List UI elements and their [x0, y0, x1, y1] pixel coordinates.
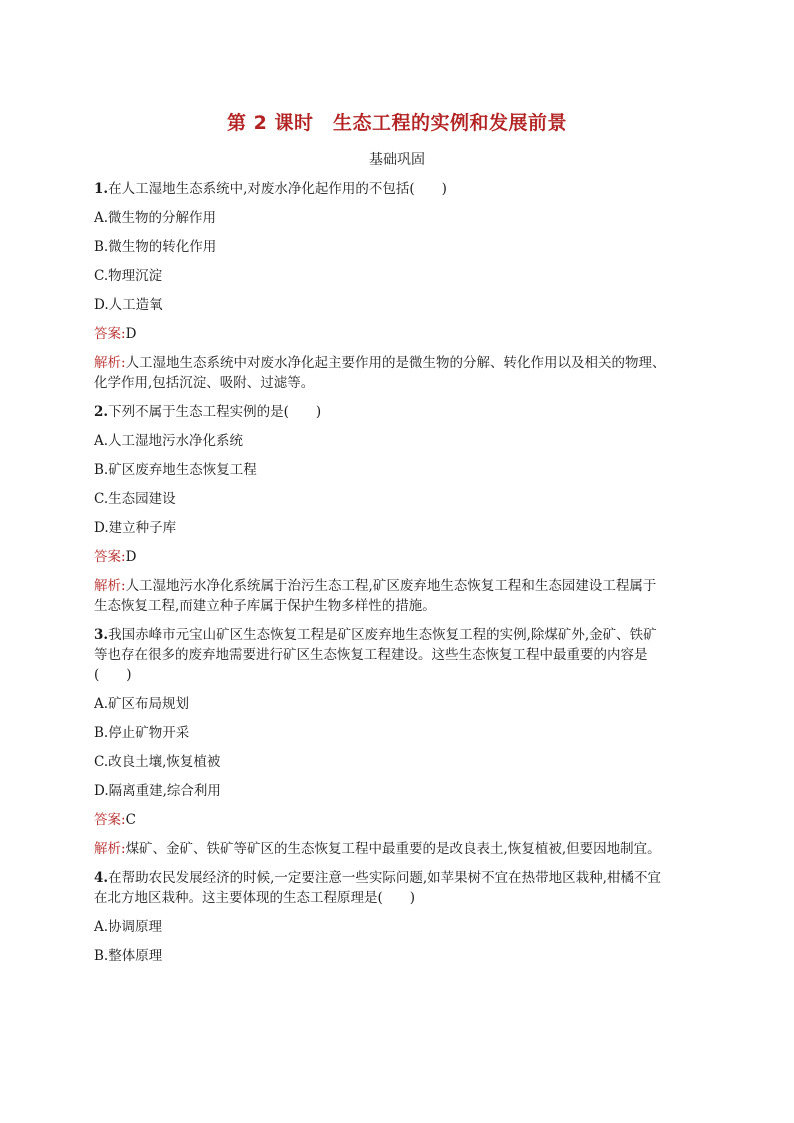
question-blank: ( ) [94, 667, 132, 683]
section-heading: 基础巩固 [369, 152, 425, 168]
option-c: C.改良土壤,恢复植被 [94, 754, 221, 770]
option-b: B.整体原理 [94, 948, 163, 964]
question-number: 1. [94, 181, 109, 197]
option-a: A.矿区布局规划 [94, 696, 190, 712]
question-1-stem [94, 179, 694, 208]
question-text: 在人工湿地生态系统中,对废水净化起作用的不包括( ) [108, 181, 447, 197]
option-c: C.物理沉淀 [94, 268, 163, 284]
analysis-text: 煤矿、金矿、铁矿等矿区的生态恢复工程中最重要的是改良表土,恢复植被,但要因地制宜。 [125, 841, 661, 857]
question-number: 4. [94, 870, 109, 886]
question-4-stem [94, 868, 694, 888]
answer-value: D [125, 549, 137, 565]
analysis-continuation: 生态恢复工程,而建立种子库属于保护生物多样性的措施。 [94, 598, 436, 614]
answer-line [94, 324, 694, 353]
analysis-line [94, 839, 694, 868]
analysis-continuation: 化学作用,包括沉淀、吸附、过滤等。 [94, 375, 315, 391]
option-a: A.人工湿地污水净化系统 [94, 433, 244, 449]
question-text: 下列不属于生态工程实例的是( ) [108, 404, 322, 420]
answer-value: C [125, 812, 136, 828]
option-d: D.隔离重建,综合利用 [94, 783, 221, 799]
analysis-text: 人工湿地污水净化系统属于治污生态工程,矿区废弃地生态恢复工程和生态园建设工程属于 [125, 578, 657, 594]
analysis-label: 解析: [94, 578, 126, 594]
option-b: B.停止矿物开采 [94, 725, 190, 741]
question-number: 3. [94, 627, 109, 643]
question-continuation: 等也存在很多的废弃地需要进行矿区生态恢复工程建设。这些生态恢复工程中最重要的内容是 [94, 647, 648, 663]
option-b: B.矿区废弃地生态恢复工程 [94, 462, 257, 478]
page-title: 第 2 课时 生态工程的实例和发展前景 [227, 112, 567, 134]
question-3-stem [94, 625, 694, 645]
analysis-line [94, 353, 694, 373]
question-2-stem [94, 402, 694, 431]
analysis-label: 解析: [94, 841, 126, 857]
question-list [94, 179, 694, 975]
option-c: C.生态园建设 [94, 491, 176, 507]
analysis-text: 人工湿地生态系统中对废水净化起主要作用的是微生物的分解、转化作用以及相关的物理、 [125, 355, 666, 371]
answer-label: 答案: [94, 549, 126, 565]
answer-line [94, 810, 694, 839]
question-text: 在帮助农民发展经济的时候,一定要注意一些实际问题,如苹果树不宜在热带地区栽种,柑橘不宜 [108, 870, 661, 886]
option-d: D.人工造氧 [94, 297, 163, 313]
analysis-label: 解析: [94, 355, 126, 371]
answer-label: 答案: [94, 326, 126, 342]
option-a: A.协调原理 [94, 919, 163, 935]
question-continuation: 在北方地区栽种。这主要体现的生态工程原理是( ) [94, 890, 416, 906]
question-number: 2. [94, 404, 109, 420]
option-d: D.建立种子库 [94, 520, 177, 536]
option-b: B.微生物的转化作用 [94, 239, 217, 255]
option-a: A.微生物的分解作用 [94, 210, 217, 226]
answer-line [94, 547, 694, 576]
answer-label: 答案: [94, 812, 126, 828]
question-text: 我国赤峰市元宝山矿区生态恢复工程是矿区废弃地生态恢复工程的实例,除煤矿外,金矿、铁矿 [108, 627, 657, 643]
analysis-line [94, 576, 694, 596]
answer-value: D [125, 326, 137, 342]
